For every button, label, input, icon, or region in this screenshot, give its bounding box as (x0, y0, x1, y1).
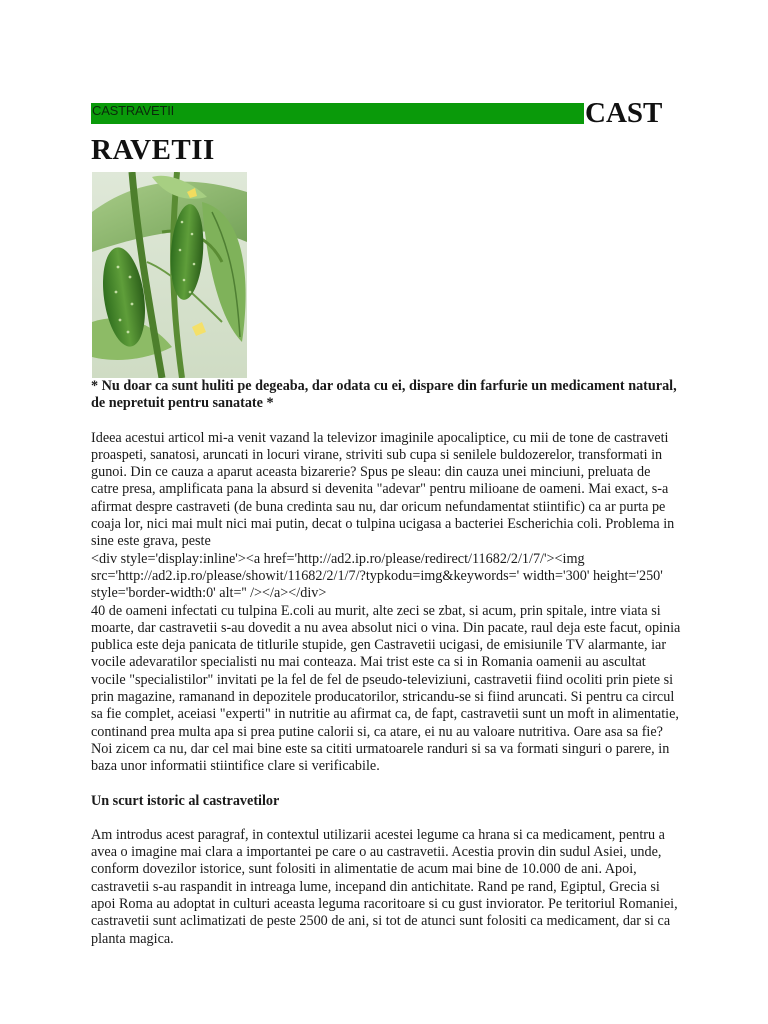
cucumber-plant-photo (92, 172, 247, 378)
article-paragraph-3: Am introdus acest paragraf, in contextul utilizarii acestei legume ca hrana si ca medicament, pentru a avea o imagine mai clara a importantei pe care o au castravetii. Acestia provin din sudul Asiei, unde, conform dovezilor istorice, sunt folositi in alimentatie de acum mai bine de 10.000 de ani. Apoi, castravetii s-au raspandit in intreaga lume, incepand din antichitate. Rand pe rand, Egiptul, Grecia si apoi Roma au adoptat in culturi aceasta leguma racoritoare si cu gust inviorator. Pe teritoriul Romaniei, castravetii sunt aclimatizati de peste 2500 de ani, si tot de atunci sunt folositi ca medicament, dar si ca planta magica. (91, 826, 678, 947)
paragraph-1-text: Ideea acestui articol mi-a venit vazand la televizor imaginile apocaliptice, cu mii de tone de castraveti proaspeti, sanatosi, aruncati in locuri virane, striviti sub cupa si senilele buldozerelor, transformati in gunoi. Din ce cauza a aparut aceasta bizarerie? Spus pe sleau: din cauza unei minciuni, preluata de catre presa, amplificata pana la absurd si devenita "adevar" pentru milioane de oameni. Mai exact, s-a afirmat despre castraveti (de buna credinta sau nu, dar oricum nefundamentat stiintific) ca ar purta pe coaja lor, nici mai mult nici mai putin, decat o tulpina ucigasa a bacteriei Escherichia coli. Problema in sine este grava, peste (91, 429, 675, 550)
article-paragraph-1 (91, 430, 681, 776)
embedded-ad-code: <div style='display:inline'><a href='http://ad2.ip.ro/please/redirect/11682/2/1/7/'><img src='http://ad2.ip.ro/please/showit/11682/2/1/7/?typkodu=img&keywords=' width='300' height='250' style='border-width:0' alt='' /></a></div> (91, 550, 663, 602)
paragraph-2-text: 40 de oameni infectati cu tulpina E.coli au murit, alte zeci se zbat, si acum, prin spitale, intre viata si moarte, dar castravetii s-au dovedit a nu avea absolut nici o vina. Din pacate, raul deja este facut, opinia publica este deja panicata de titlurile stupide, gen Castravetii ucigasi, de emisiunile TV alarmante, iar vocile adevaratilor specialisti nu mai conteaza. Mai trist este ca si in Romania oamenii au ascultat vocile "specialistilor" invitati pe la fel de fel de pseudo-televiziuni, castravetii fiind ocoliti prin piete si prin magazine, ramanand in depozitele producatorilor, stricandu-se si fiind aruncati. Si pentru ca circul sa fie complet, aceiasi "experti" in nutritie au afirmat ca, de fapt, castravetii sunt un moft in alimentatie, continand prea multa apa si prea putine calorii si, ca atare, ei nu au valoare nutritiva. Oare asa sa fie? Noi zicem ca nu, dar cel mai bine este sa cititi urmatoarele randuri si sa va formati singuri o parere, in baza unor informatii stiintifice clare si verificabile. (91, 602, 681, 775)
page-title-part2: RAVETII (91, 134, 215, 166)
page-title-part1: CAST (585, 97, 663, 129)
title-highlight-band (91, 103, 584, 124)
article-lead: * Nu doar ca sunt huliti pe degeaba, dar odata cu ei, dispare din farfurie un medicament natural, de nepretuit pentru sanatate * (91, 378, 677, 412)
article-body (91, 378, 681, 965)
section-heading: Un scurt istoric al castravetilor (91, 792, 280, 809)
band-label: CASTRAVETII (92, 103, 175, 118)
